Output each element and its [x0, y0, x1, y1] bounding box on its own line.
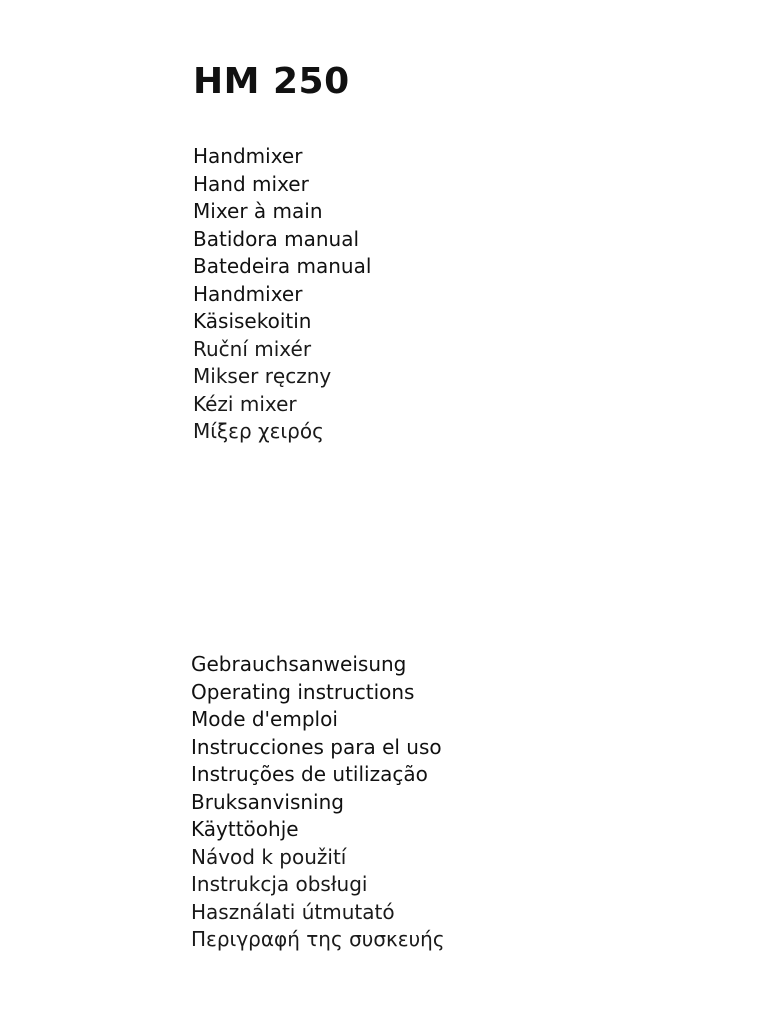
document-title-es: Instrucciones para el uso	[191, 734, 442, 759]
product-name-hu: Kézi mixer	[193, 391, 297, 416]
product-name-de: Handmixer	[193, 144, 303, 168]
document-title-el: Περιγραφή της συσκευής	[191, 927, 445, 951]
document-title-en: Operating instructions	[191, 679, 415, 704]
document-title-fr: Mode d'emploi	[191, 707, 338, 731]
document-title-pl: Instrukcja obsługi	[191, 872, 368, 896]
product-name-sv: Handmixer	[193, 281, 303, 306]
product-name-fi: Käsisekoitin	[193, 309, 312, 333]
document-title-fi: Käyttöohje	[191, 817, 299, 841]
product-name-pl: Mikser ręczny	[193, 364, 332, 388]
document-title-list	[191, 651, 445, 954]
document-title-de: Gebrauchsanweisung	[191, 652, 407, 676]
document-title-pt: Instruções de utilização	[191, 762, 428, 786]
product-name-list	[193, 143, 371, 446]
document-title-hu: Használati útmutató	[191, 899, 395, 924]
product-name-fr: Mixer à main	[193, 199, 323, 223]
product-name-es: Batidora manual	[193, 226, 360, 251]
document-title-sv: Bruksanvisning	[191, 789, 344, 814]
document-title-cs: Návod k použití	[191, 844, 347, 869]
product-name-el: Μίξερ χειρός	[193, 419, 324, 443]
model-title: HM 250	[193, 61, 350, 102]
product-name-pt: Batedeira manual	[193, 254, 372, 278]
product-name-en: Hand mixer	[193, 171, 309, 196]
product-name-cs: Ruční mixér	[193, 336, 312, 361]
